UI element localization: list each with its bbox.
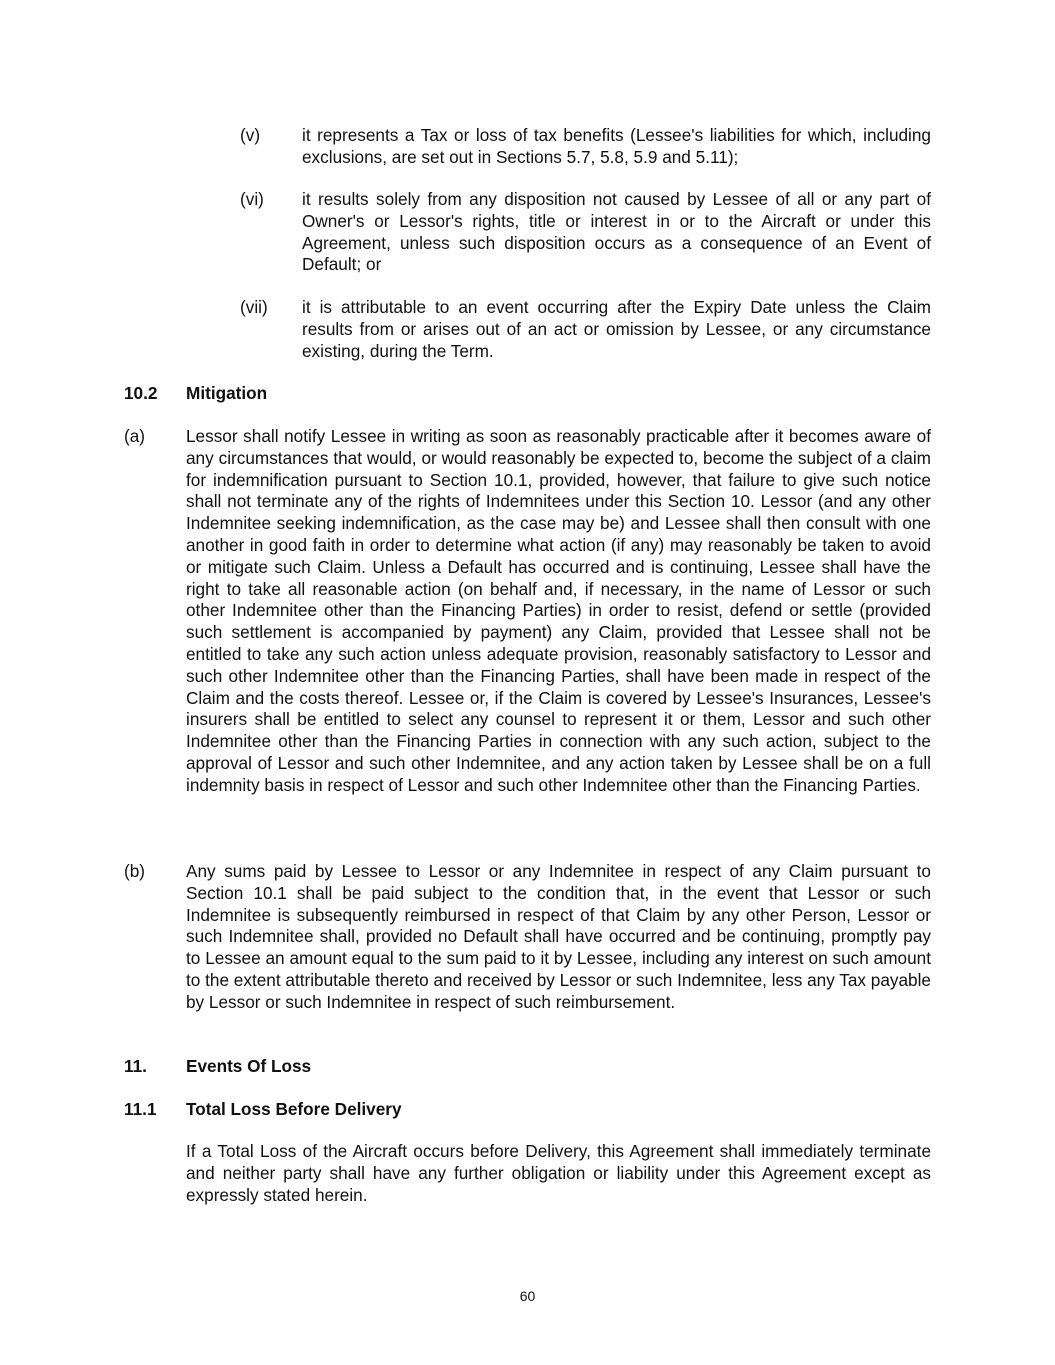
- page-number: 60: [519, 1288, 536, 1304]
- section-number: 11.: [124, 1056, 147, 1076]
- sub-item-v: [240, 125, 931, 169]
- section-heading-11: [124, 1056, 931, 1078]
- section-number: 11.1: [124, 1099, 157, 1119]
- sub-item-text: it results solely from any disposition not caused by Lessee of all or any part of Owner's or Lessor's rights, title or interest in or to the Aircraft or under this Agreement, unless such disposition occurs as a consequence of an Event of Default; or: [302, 189, 931, 275]
- paragraph-text: Any sums paid by Lessee to Lessor or any Indemnitee in respect of any Claim pursuant to Section 10.1 shall be paid subject to the condition that, in the event that Lessor or such Indemnitee is subsequently reimbursed in respect of that Claim by any other Person, Lessor or such Indemnitee shall, provided no Default shall have occurred and be continuing, promptly pay to Lessee an amount equal to the sum paid to it by Lessee, including any interest on such amount to the extent attributable thereto and received by Lessor or such Indemnitee, less any Tax payable by Lessor or such Indemnitee in respect of such reimbursement.: [186, 861, 931, 1012]
- sub-item-label: (vi): [240, 189, 264, 209]
- sub-item-vi: [240, 189, 931, 277]
- section-title: Events Of Loss: [186, 1056, 312, 1076]
- sub-item-label: (vii): [240, 297, 268, 317]
- sub-item-text: it represents a Tax or loss of tax benefits (Lessee's liabilities for which, including exclusions, are set out in Sections 5.7, 5.8, 5.9 and 5.11);: [302, 125, 931, 167]
- sub-item-text: it is attributable to an event occurring after the Expiry Date unless the Claim results from or arises out of an act or omission by Lessee, or any circumstance existing, during the Term.: [302, 297, 931, 361]
- sub-item-vii: [240, 297, 931, 363]
- paragraph-text: If a Total Loss of the Aircraft occurs before Delivery, this Agreement shall immediately terminate and neither party shall have any further obligation or liability under this Agreement except as expressly stated herein.: [186, 1141, 931, 1205]
- paragraph-label: (a): [124, 426, 146, 446]
- section-heading-11-1: [124, 1099, 931, 1121]
- section-heading-10-2: [124, 383, 931, 405]
- paragraph-a: [124, 426, 931, 840]
- section-title: Mitigation: [186, 383, 268, 403]
- paragraph-b: [124, 861, 931, 1037]
- section-11-1-body: [186, 1141, 931, 1207]
- paragraph-text: Lessor shall notify Lessee in writing as soon as reasonably practicable after it becomes aware of any circumstances that would, or would reasonably be expected to, become the subject of a claim for indemnification pursuant to Section 10.1, provided, however, that failure to give such notice shall not terminate any of the rights of Indemnitees under this Section 10. Lessor (and any other Indemnitee seeking indemnification, as the case may be) and Lessee shall then consult with one another in good faith in order to determine what action (if any) may reasonably be taken to avoid or mitigate such Claim. Unless a Default has occurred and is continuing, Lessee shall have the right to take all reasonable action (on behalf and, if necessary, in the name of Lessor or such other Indemnitee other than the Financing Parties) in order to resist, defend or settle (provided such settlement is accompanied by payment) any Claim, provided that Lessee shall not be entitled to take any such action unless adequate provision, reasonably satisfactory to Lessor and such other Indemnitee other than the Financing Parties, shall have been made in respect of the Claim and the costs thereof. Lessee or, if the Claim is covered by Lessee's Insurances, Lessee's insurers shall be entitled to select any counsel to represent it or them, Lessor and such other Indemnitee other than the Financing Parties in connection with any such action, subject to the approval of Lessor and such other Indemnitee, and any action taken by Lessee shall be on a full indemnity basis in respect of Lessor and such other Indemnitee other than the Financing Parties.: [186, 426, 931, 795]
- section-number: 10.2: [124, 383, 158, 403]
- sub-item-label: (v): [240, 125, 261, 145]
- paragraph-label: (b): [124, 861, 146, 881]
- section-title: Total Loss Before Delivery: [186, 1099, 402, 1119]
